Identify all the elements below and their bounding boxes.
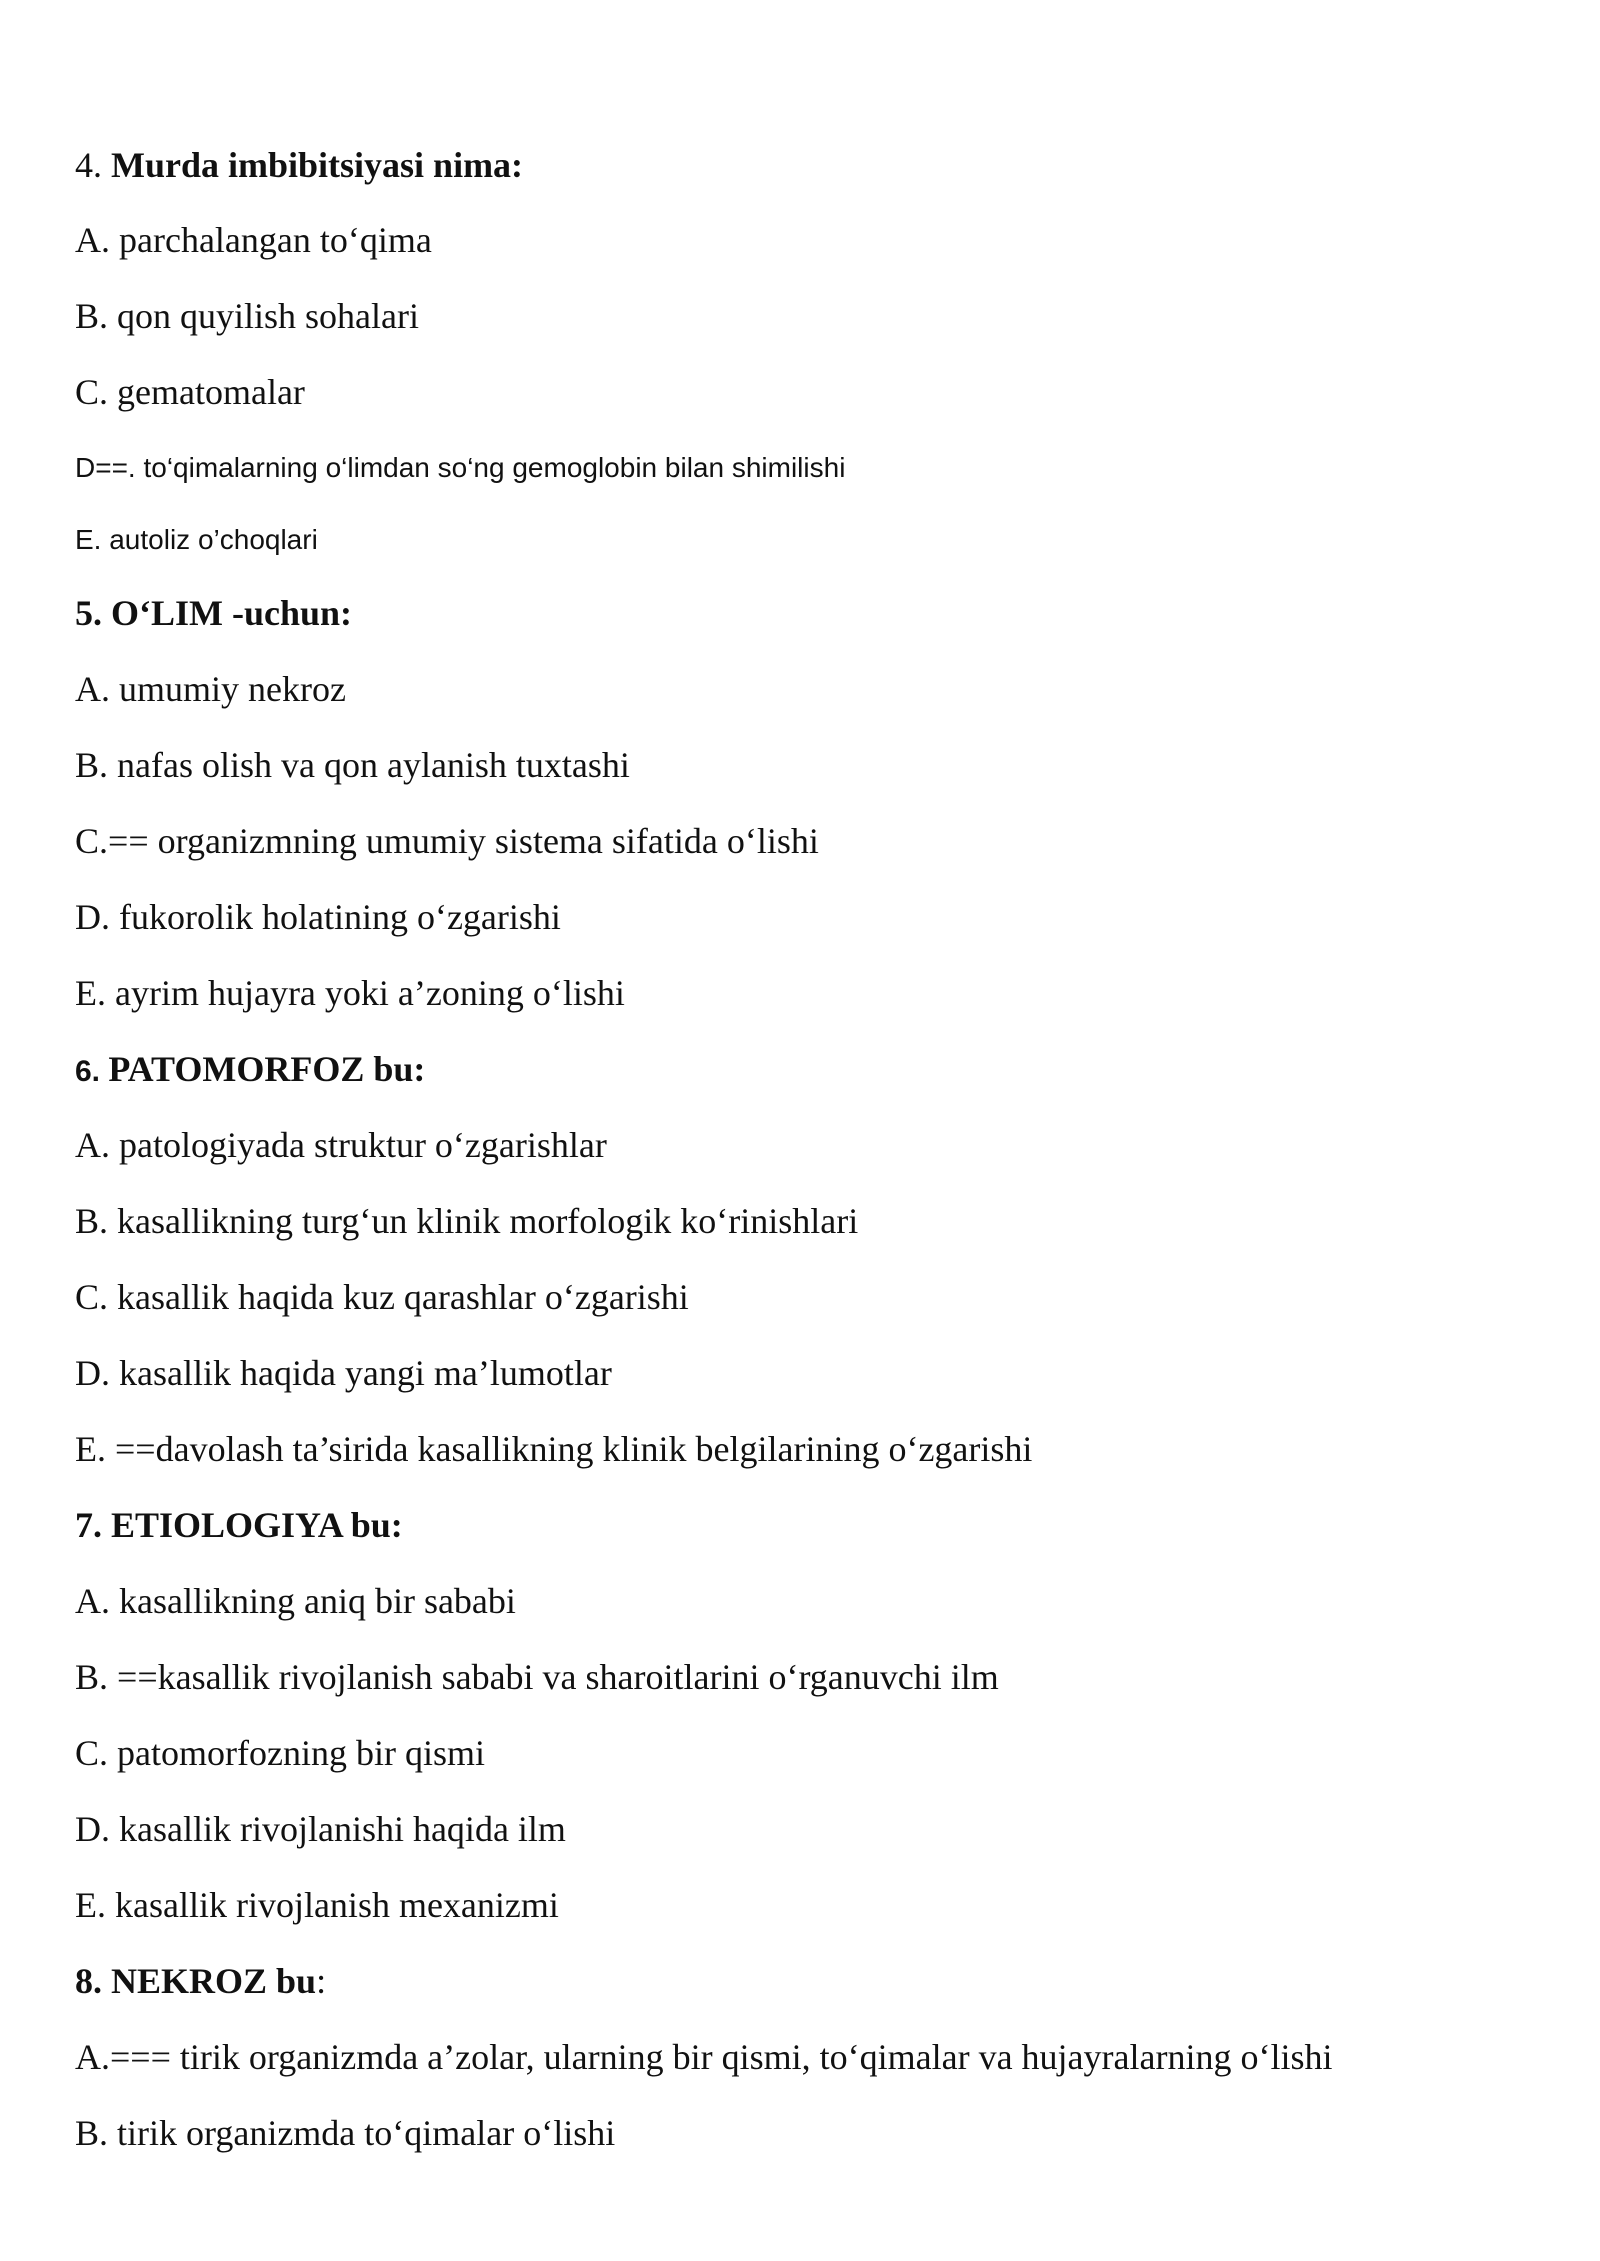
question-5-heading <box>75 591 352 635</box>
answer-option-correct: A.=== tirik organizmda a’zolar, ularning bir qismi, to‘qimalar va hujayralarning o‘lishi <box>75 2037 1333 2077</box>
answer-option: A. kasallikning aniq bir sababi <box>75 1581 516 1621</box>
question-number: 8. <box>75 1961 111 2001</box>
question-title: ETIOLOGIYA bu: <box>111 1505 403 1545</box>
answer-option: E. ayrim hujayra yoki a’zoning o‘lishi <box>75 973 625 1013</box>
question-number: 6. <box>75 1055 109 1088</box>
answer-option: A. parchalangan to‘qima <box>75 220 432 260</box>
answer-option-correct: D==. to‘qimalarning o‘limdan so‘ng gemoglobin bilan shimilishi <box>75 452 846 483</box>
question-number: 4. <box>75 145 111 185</box>
question-title: PATOMORFOZ bu: <box>108 1049 426 1089</box>
question-4-heading <box>75 143 523 187</box>
question-8-heading <box>75 1959 326 2003</box>
answer-option: E. kasallik rivojlanish mexanizmi <box>75 1885 559 1925</box>
answer-option: A. patologiyada struktur o‘zgarishlar <box>75 1125 607 1165</box>
question-number: 7. <box>75 1505 111 1545</box>
question-title: O‘LIM -uchun: <box>111 593 353 633</box>
question-title-suffix: : <box>316 1961 327 2001</box>
answer-option: D. kasallik rivojlanishi haqida ilm <box>75 1809 566 1849</box>
question-7-heading <box>75 1503 403 1547</box>
question-6-heading <box>75 1047 425 1094</box>
answer-option: B. qon quyilish sohalari <box>75 296 419 336</box>
answer-option: A. umumiy nekroz <box>75 669 346 709</box>
question-number: 5. <box>75 593 111 633</box>
answer-option-correct: C.== organizmning umumiy sistema sifatida o‘lishi <box>75 821 819 861</box>
answer-option-correct: B. ==kasallik rivojlanish sababi va sharoitlarini o‘rganuvchi ilm <box>75 1657 999 1697</box>
answer-option: C. gematomalar <box>75 372 305 412</box>
answer-option: B. nafas olish va qon aylanish tuxtashi <box>75 745 630 785</box>
answer-option: D. kasallik haqida yangi ma’lumotlar <box>75 1353 612 1393</box>
answer-option: B. kasallikning turg‘un klinik morfologik ko‘rinishlari <box>75 1201 859 1241</box>
answer-option-correct: E. ==davolash ta’sirida kasallikning klinik belgilarining o‘zgarishi <box>75 1429 1033 1469</box>
answer-option: C. patomorfozning bir qismi <box>75 1733 485 1773</box>
answer-option: E. autoliz o’choqlari <box>75 524 318 555</box>
question-title: NEKROZ bu <box>111 1961 317 2001</box>
question-title: Murda imbibitsiyasi nima: <box>111 145 524 185</box>
answer-option: D. fukorolik holatining o‘zgarishi <box>75 897 561 937</box>
answer-option: B. tirik organizmda to‘qimalar o‘lishi <box>75 2113 616 2153</box>
answer-option: C. kasallik haqida kuz qarashlar o‘zgarishi <box>75 1277 689 1317</box>
